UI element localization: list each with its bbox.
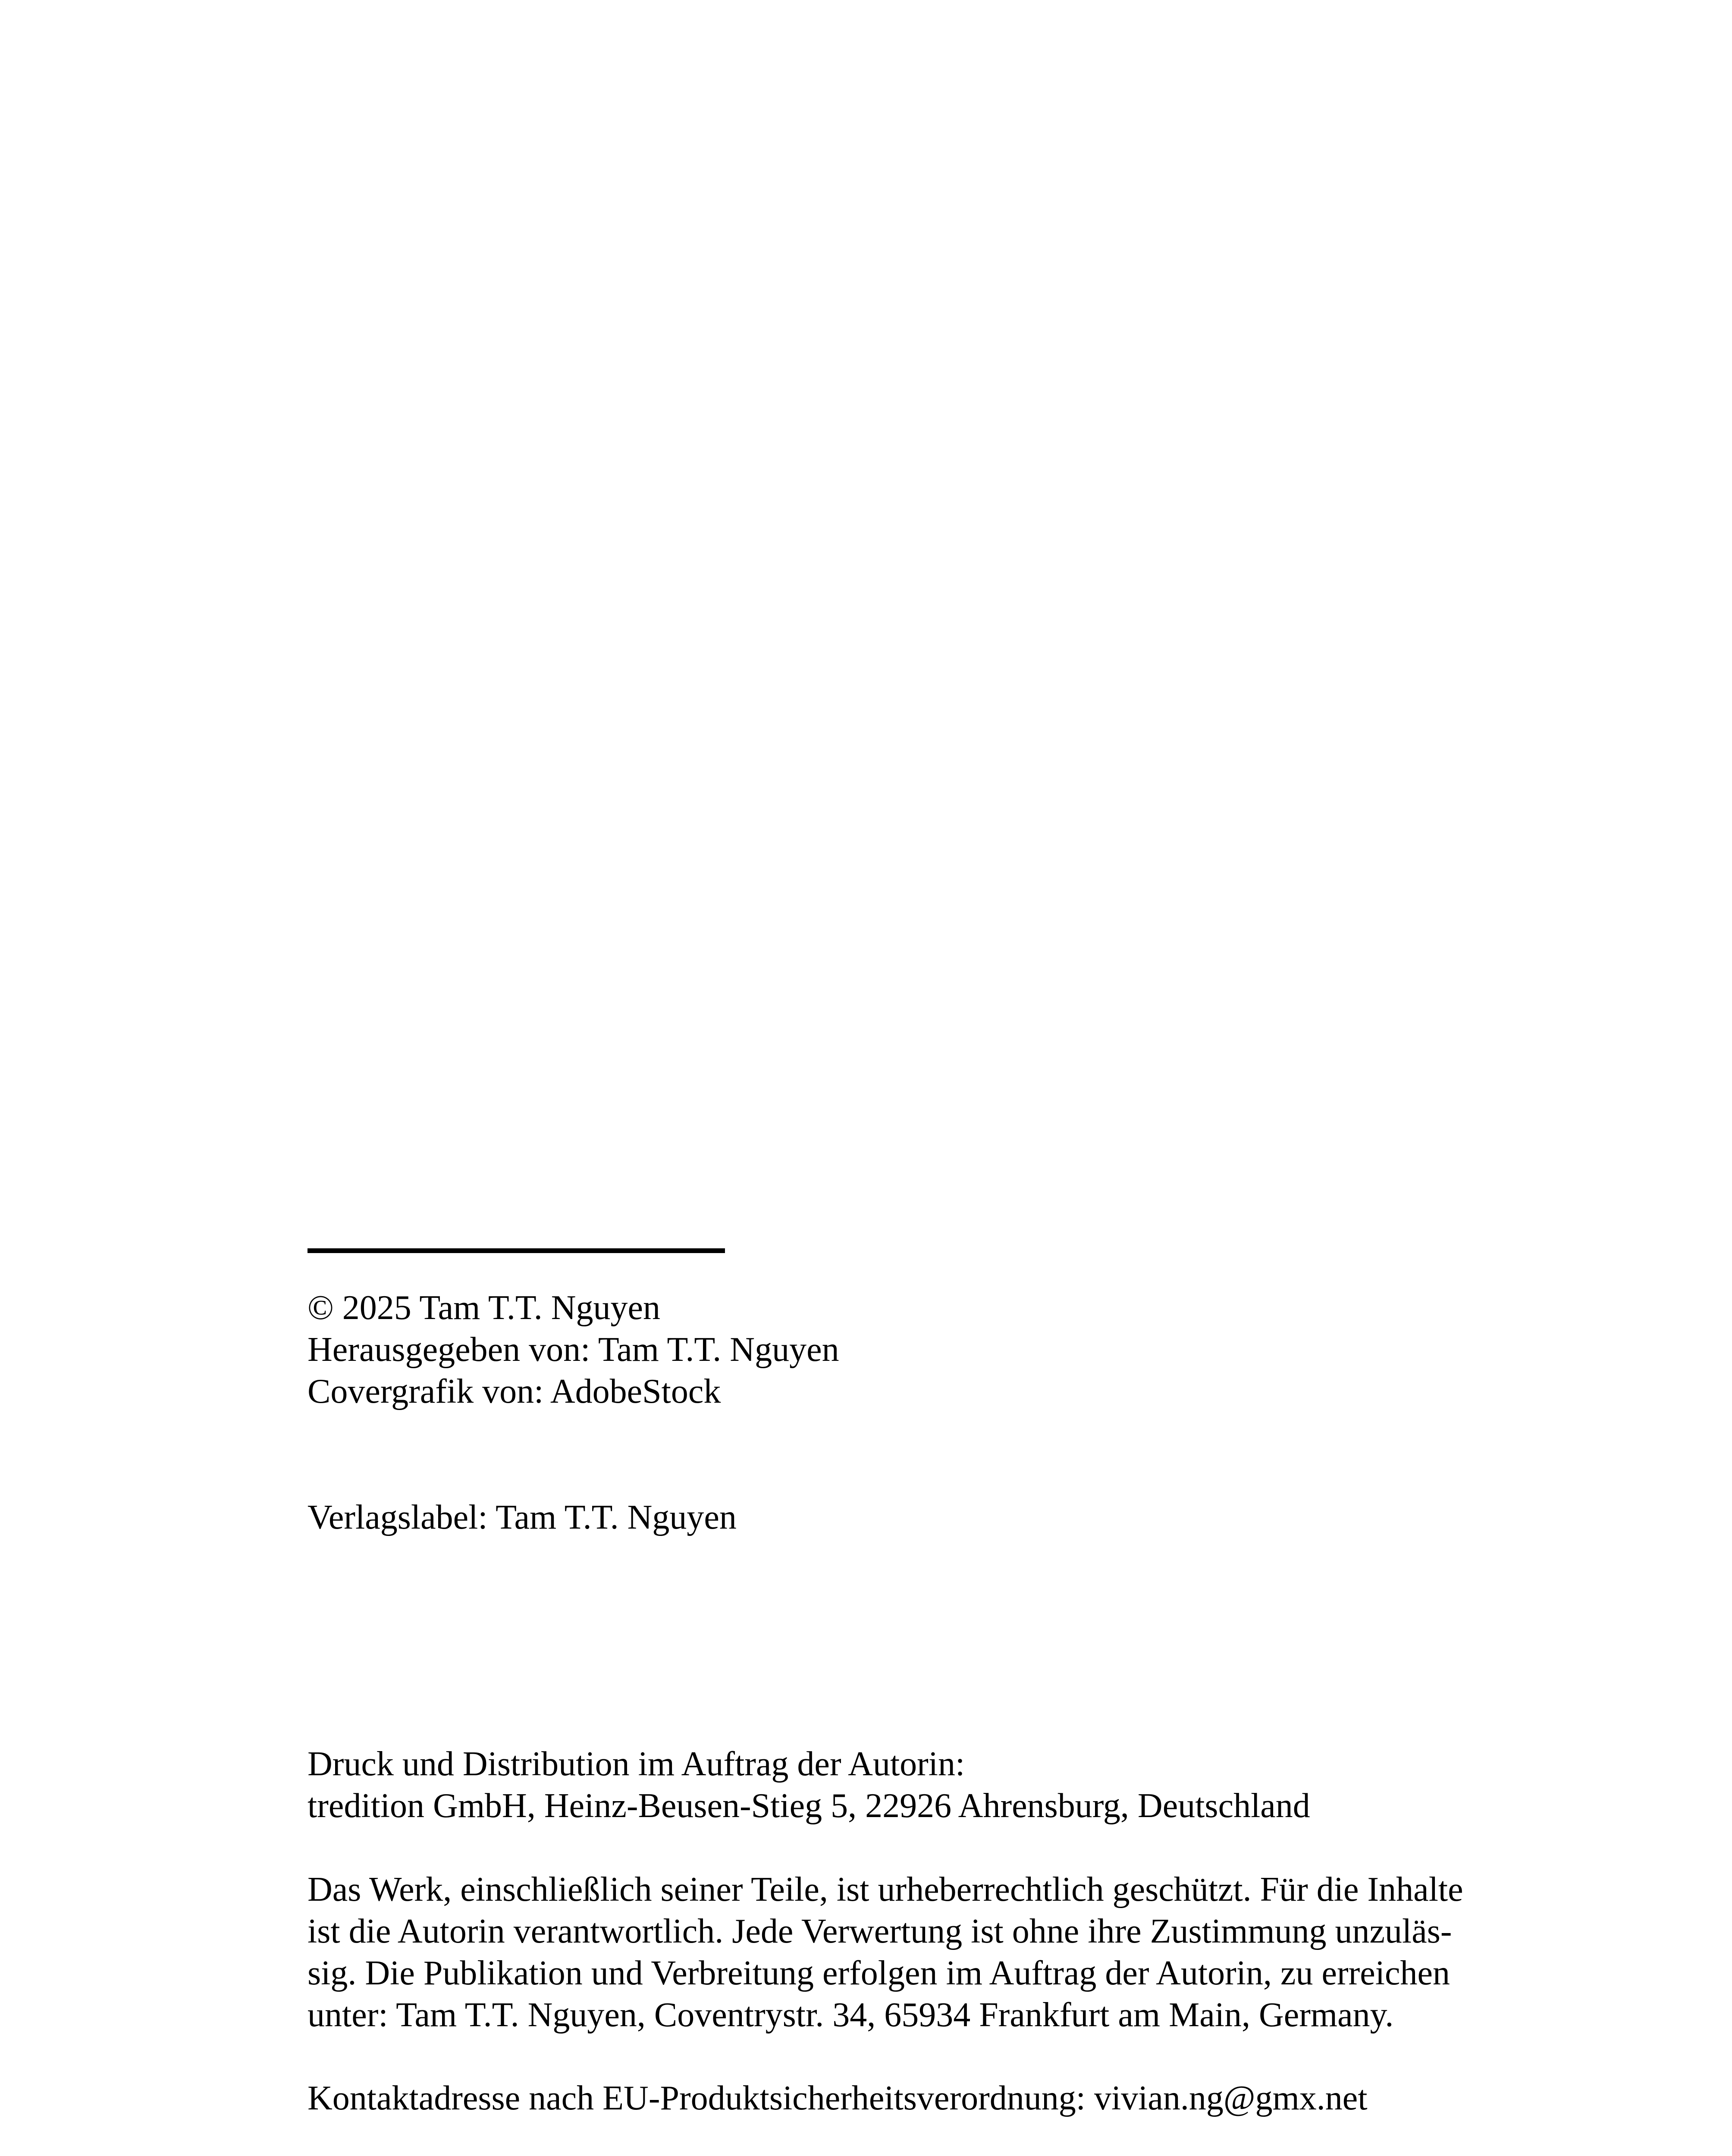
label-block (307, 1497, 737, 1539)
rights-notice-block (307, 1869, 1463, 2036)
separator-rule (307, 1248, 725, 1253)
publisher-line: Herausgegeben von: Tam T.T. Nguyen (307, 1331, 839, 1369)
contact-block (307, 2078, 1368, 2119)
rights-line: sig. Die Publikation und Verbreitung erfolgen im Auftrag der Autorin, zu erreichen (307, 1954, 1450, 1992)
contact-line: Kontaktadresse nach EU-Produktsicherheitsverordnung: vivian.ng@gmx.net (307, 2079, 1368, 2117)
copyright-block (307, 1287, 839, 1413)
copyright-line: © 2025 Tam T.T. Nguyen (307, 1289, 661, 1327)
print-distribution-block (307, 1743, 1310, 1827)
rights-line: ist die Autorin verantwortlich. Jede Verwertung ist ohne ihre Zustimmung unzuläs- (307, 1912, 1452, 1950)
publisher-label-line: Verlagslabel: Tam T.T. Nguyen (307, 1498, 737, 1536)
rights-line: unter: Tam T.T. Nguyen, Coventrystr. 34, 65934 Frankfurt am Main, Germany. (307, 1996, 1394, 2034)
print-address-line: tredition GmbH, Heinz-Beusen-Stieg 5, 22926 Ahrensburg, Deutschland (307, 1787, 1310, 1825)
print-heading-line: Druck und Distribution im Auftrag der Autorin: (307, 1745, 965, 1783)
rights-line: Das Werk, einschließlich seiner Teile, ist urheberrechtlich geschützt. Für die Inhalte (307, 1871, 1463, 1908)
cover-credit-line: Covergrafik von: AdobeStock (307, 1373, 721, 1410)
